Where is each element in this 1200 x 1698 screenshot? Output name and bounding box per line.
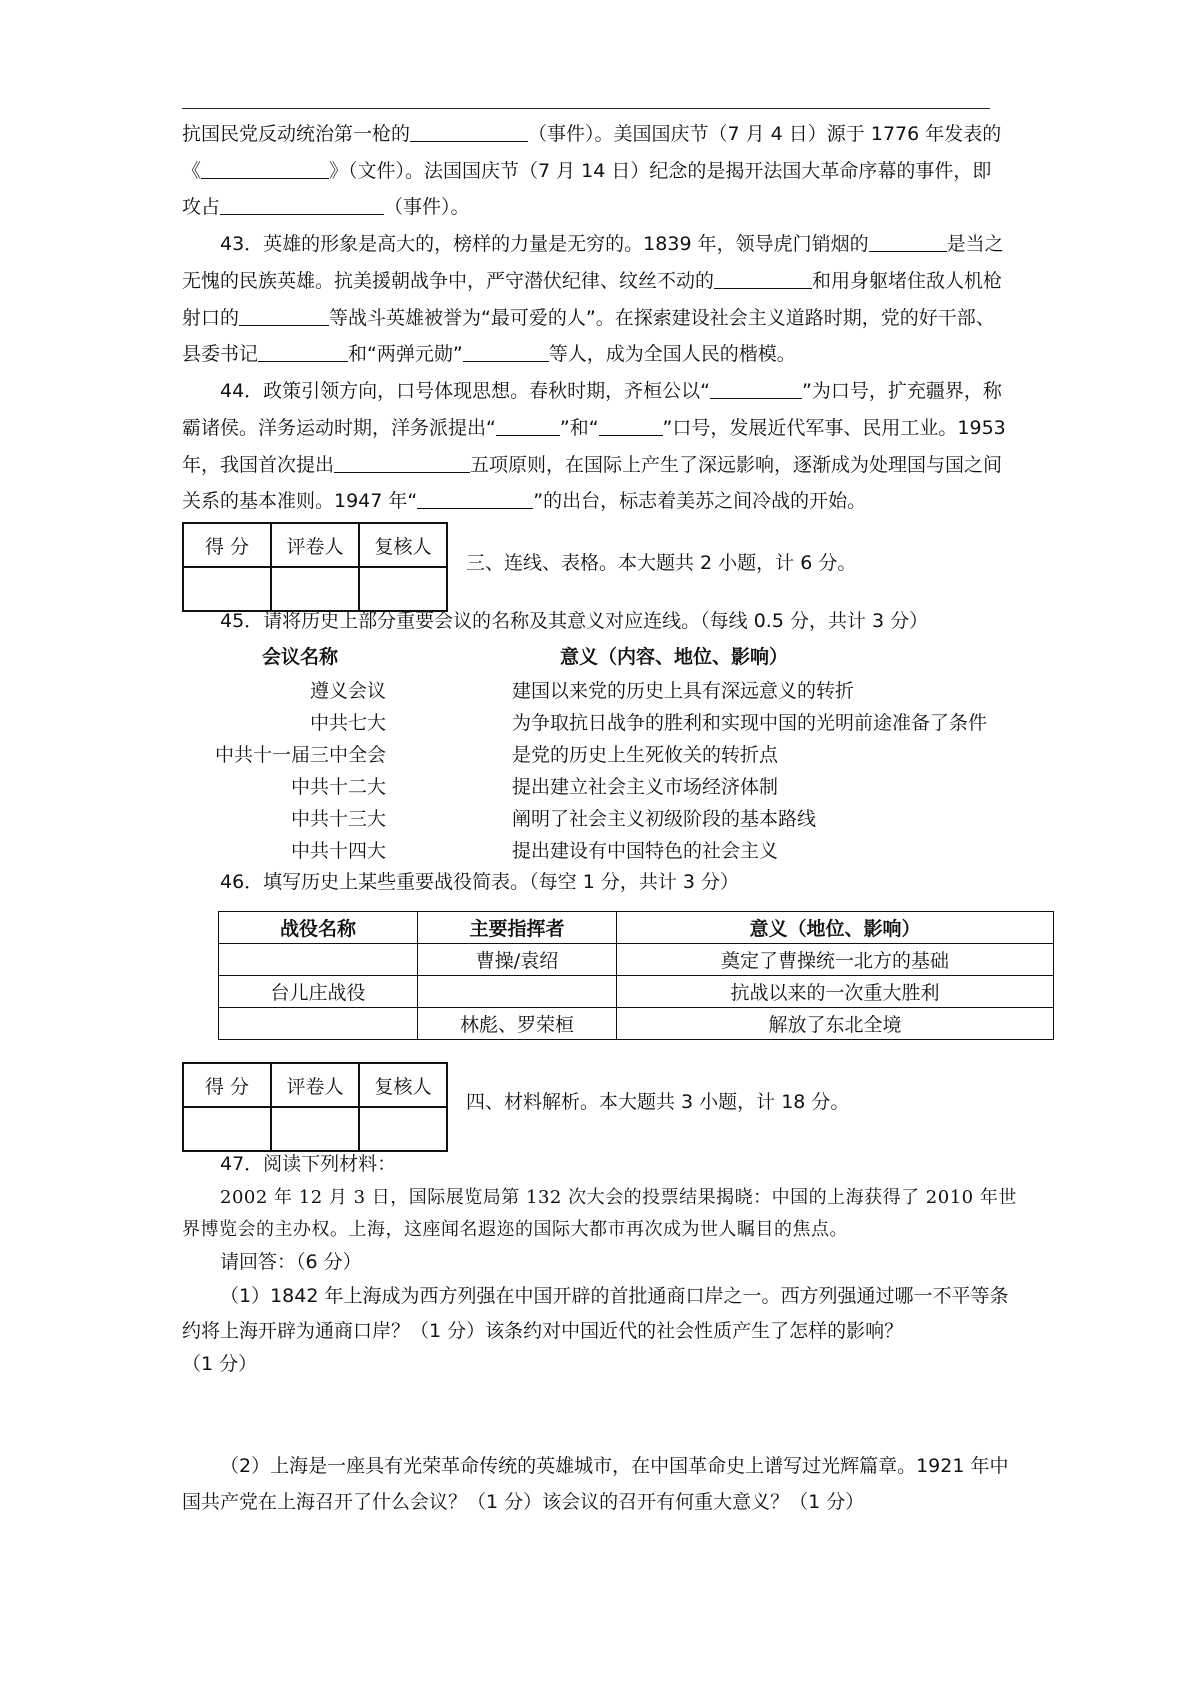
q47-title: 47．阅读下列材料： bbox=[220, 1153, 397, 1175]
q45-left-item[interactable]: 中共十四大 bbox=[290, 840, 386, 862]
text: 》（文件）。法国国庆节（7 月 14 日）纪念的是揭开法国大革命序幕的事件，即 bbox=[329, 160, 992, 182]
answer-blank[interactable] bbox=[258, 339, 348, 362]
text: 是当之 bbox=[946, 233, 1004, 255]
q47-material-line1: 2002 年 12 月 3 日，国际展览局第 132 次大会的投票结果揭晓：中国的上海获得了 2010 年世 bbox=[220, 1187, 1017, 1208]
score-box bbox=[182, 522, 448, 612]
q44-line2 bbox=[182, 412, 1090, 445]
q47-sub2-line2: 国共产党在上海召开了什么会议？（1 分）该会议的召开有何重大意义？（1 分） bbox=[182, 1491, 865, 1513]
text: （事件）。美国国庆节（7 月 4 日）源于 1776 年发表的 bbox=[528, 123, 1002, 145]
q42-line1 bbox=[182, 118, 1090, 151]
q45-right-item[interactable]: 提出建立社会主义市场经济体制 bbox=[512, 776, 779, 798]
text: 43．英雄的形象是高大的，榜样的力量是无穷的。1839 年，领导虎门销烟的 bbox=[220, 233, 869, 255]
text: （事件）。 bbox=[384, 196, 470, 218]
text: 五项原则，在国际上产生了深远影响，逐渐成为处理国与国之间 bbox=[470, 454, 1003, 476]
score-header: 得 分 bbox=[183, 523, 271, 567]
text: 和“两弹元勋” bbox=[348, 343, 463, 365]
answer-blank[interactable] bbox=[869, 229, 947, 252]
q45-left-item[interactable]: 中共十一届三中全会 bbox=[214, 744, 386, 766]
text: 攻占 bbox=[182, 196, 221, 218]
q43-line1 bbox=[182, 228, 1090, 261]
q45-right-item[interactable]: 提出建设有中国特色的社会主义 bbox=[512, 840, 779, 862]
q43-line2 bbox=[182, 265, 1090, 298]
q45-left-item[interactable]: 中共十二大 bbox=[290, 776, 386, 798]
table-cell: 解放了东北全境 bbox=[617, 1008, 1054, 1040]
text: ”为口号，扩充疆界，称 bbox=[802, 380, 1002, 402]
reviewer-header: 复核人 bbox=[359, 523, 447, 567]
q45-right-header: 意义（内容、地位、影响） bbox=[560, 646, 789, 668]
grader-cell[interactable] bbox=[271, 1107, 359, 1151]
battle-table bbox=[218, 911, 1054, 1040]
answer-blank[interactable] bbox=[714, 266, 812, 289]
q47-material-line2: 界博览会的主办权。上海，这座闻名遐迩的国际大都市再次成为世人瞩目的焦点。 bbox=[182, 1219, 848, 1240]
answer-blank[interactable] bbox=[710, 376, 802, 399]
answer-blank[interactable] bbox=[410, 119, 528, 142]
text: 等战斗英雄被誉为“最可爱的人”。在探索建设社会主义道路时期，党的好干部、 bbox=[329, 307, 995, 329]
q45-right-item[interactable]: 是党的历史上生死攸关的转折点 bbox=[512, 744, 779, 766]
q45-right-item[interactable]: 建国以来党的历史上具有深远意义的转折 bbox=[512, 680, 855, 702]
section-heading: 三、连线、表格。本大题共 2 小题，计 6 分。 bbox=[466, 552, 857, 574]
q45-left-item[interactable]: 中共十三大 bbox=[290, 808, 386, 830]
q43-line3 bbox=[182, 302, 1090, 335]
text: 霸诸侯。洋务运动时期，洋务派提出“ bbox=[182, 417, 496, 439]
answer-blank[interactable] bbox=[334, 450, 470, 473]
table-row bbox=[219, 1008, 1054, 1040]
q44-line4 bbox=[182, 485, 1090, 518]
table-cell: 奠定了曹操统一北方的基础 bbox=[617, 944, 1054, 976]
q47-sub1-line1: （1）1842 年上海成为西方列强在中国开辟的首批通商口岸之一。西方列强通过哪一不平等条 bbox=[220, 1285, 1009, 1307]
answer-blank[interactable] bbox=[220, 192, 384, 215]
q47-sub2-line1: （2）上海是一座具有光荣革命传统的英雄城市，在中国革命史上谱写过光辉篇章。1921 年中 bbox=[220, 1455, 1009, 1477]
table-cell: 抗战以来的一次重大胜利 bbox=[617, 976, 1054, 1008]
q45-right-item[interactable]: 阐明了社会主义初级阶段的基本路线 bbox=[512, 808, 817, 830]
q42-line3 bbox=[182, 191, 1090, 224]
answer-blank[interactable] bbox=[417, 486, 533, 509]
q47-sub1-line3: （1 分） bbox=[182, 1353, 258, 1375]
table-cell[interactable] bbox=[219, 944, 418, 976]
q43-line4 bbox=[182, 338, 1090, 371]
grader-header: 评卷人 bbox=[271, 523, 359, 567]
q42-line2 bbox=[182, 155, 1090, 188]
text: 年，我国首次提出 bbox=[182, 454, 335, 476]
table-header: 战役名称 bbox=[219, 912, 418, 944]
text: 关系的基本准则。1947 年“ bbox=[182, 490, 418, 512]
table-cell: 台儿庄战役 bbox=[219, 976, 418, 1008]
header-rule bbox=[182, 108, 990, 109]
table-row bbox=[219, 976, 1054, 1008]
grader-header: 评卷人 bbox=[271, 1063, 359, 1107]
reviewer-cell[interactable] bbox=[359, 1107, 447, 1151]
q45-left-item[interactable]: 中共七大 bbox=[309, 712, 386, 734]
text: 《 bbox=[182, 160, 202, 182]
table-header-row bbox=[219, 912, 1054, 944]
table-cell: 曹操/袁绍 bbox=[418, 944, 617, 976]
table-cell[interactable] bbox=[418, 976, 617, 1008]
q45-title: 45．请将历史上部分重要会议的名称及其意义对应连线。（每线 0.5 分，共计 3 分） bbox=[220, 610, 929, 632]
text: 等人，成为全国人民的楷模。 bbox=[548, 343, 796, 365]
q47-sub1-line2: 约将上海开辟为通商口岸？（1 分）该条约对中国近代的社会性质产生了怎样的影响？ bbox=[182, 1320, 904, 1342]
text: 射口的 bbox=[182, 307, 240, 329]
answer-blank[interactable] bbox=[239, 303, 329, 326]
q44-line1 bbox=[182, 375, 1090, 408]
q47-ask: 请回答：（6 分） bbox=[220, 1251, 362, 1273]
score-cell[interactable] bbox=[183, 1107, 271, 1151]
table-cell[interactable] bbox=[219, 1008, 418, 1040]
q45-left-item[interactable]: 遵义会议 bbox=[309, 680, 386, 702]
score-header: 得 分 bbox=[183, 1063, 271, 1107]
text: 和用身躯堵住敌人机枪 bbox=[812, 270, 1003, 292]
text: ”的出台，标志着美苏之间冷战的开始。 bbox=[533, 490, 867, 512]
reviewer-header: 复核人 bbox=[359, 1063, 447, 1107]
text: 县委书记 bbox=[182, 343, 259, 365]
score-box bbox=[182, 1062, 448, 1152]
q46-title: 46．填写历史上某些重要战役简表。（每空 1 分，共计 3 分） bbox=[220, 871, 740, 893]
answer-blank[interactable] bbox=[463, 339, 549, 362]
q44-line3 bbox=[182, 449, 1090, 482]
section-heading: 四、材料解析。本大题共 3 小题，计 18 分。 bbox=[466, 1091, 850, 1113]
text: ”和“ bbox=[559, 417, 599, 439]
text: 无愧的民族英雄。抗美援朝战争中，严守潜伏纪律、纹丝不动的 bbox=[182, 270, 715, 292]
text: 抗国民党反动统治第一枪的 bbox=[182, 123, 411, 145]
text: 44．政策引领方向，口号体现思想。春秋时期，齐桓公以“ bbox=[220, 380, 711, 402]
table-cell: 林彪、罗荣桓 bbox=[418, 1008, 617, 1040]
q45-left-header: 会议名称 bbox=[261, 646, 338, 668]
answer-blank[interactable] bbox=[201, 156, 329, 179]
table-header: 意义（地位、影响） bbox=[617, 912, 1054, 944]
table-row bbox=[219, 944, 1054, 976]
answer-blank[interactable] bbox=[496, 413, 560, 436]
answer-blank[interactable] bbox=[599, 413, 663, 436]
table-header: 主要指挥者 bbox=[418, 912, 617, 944]
text: ”口号，发展近代军事、民用工业。1953 bbox=[662, 417, 1006, 439]
q45-right-item[interactable]: 为争取抗日战争的胜利和实现中国的光明前途准备了条件 bbox=[512, 712, 988, 734]
